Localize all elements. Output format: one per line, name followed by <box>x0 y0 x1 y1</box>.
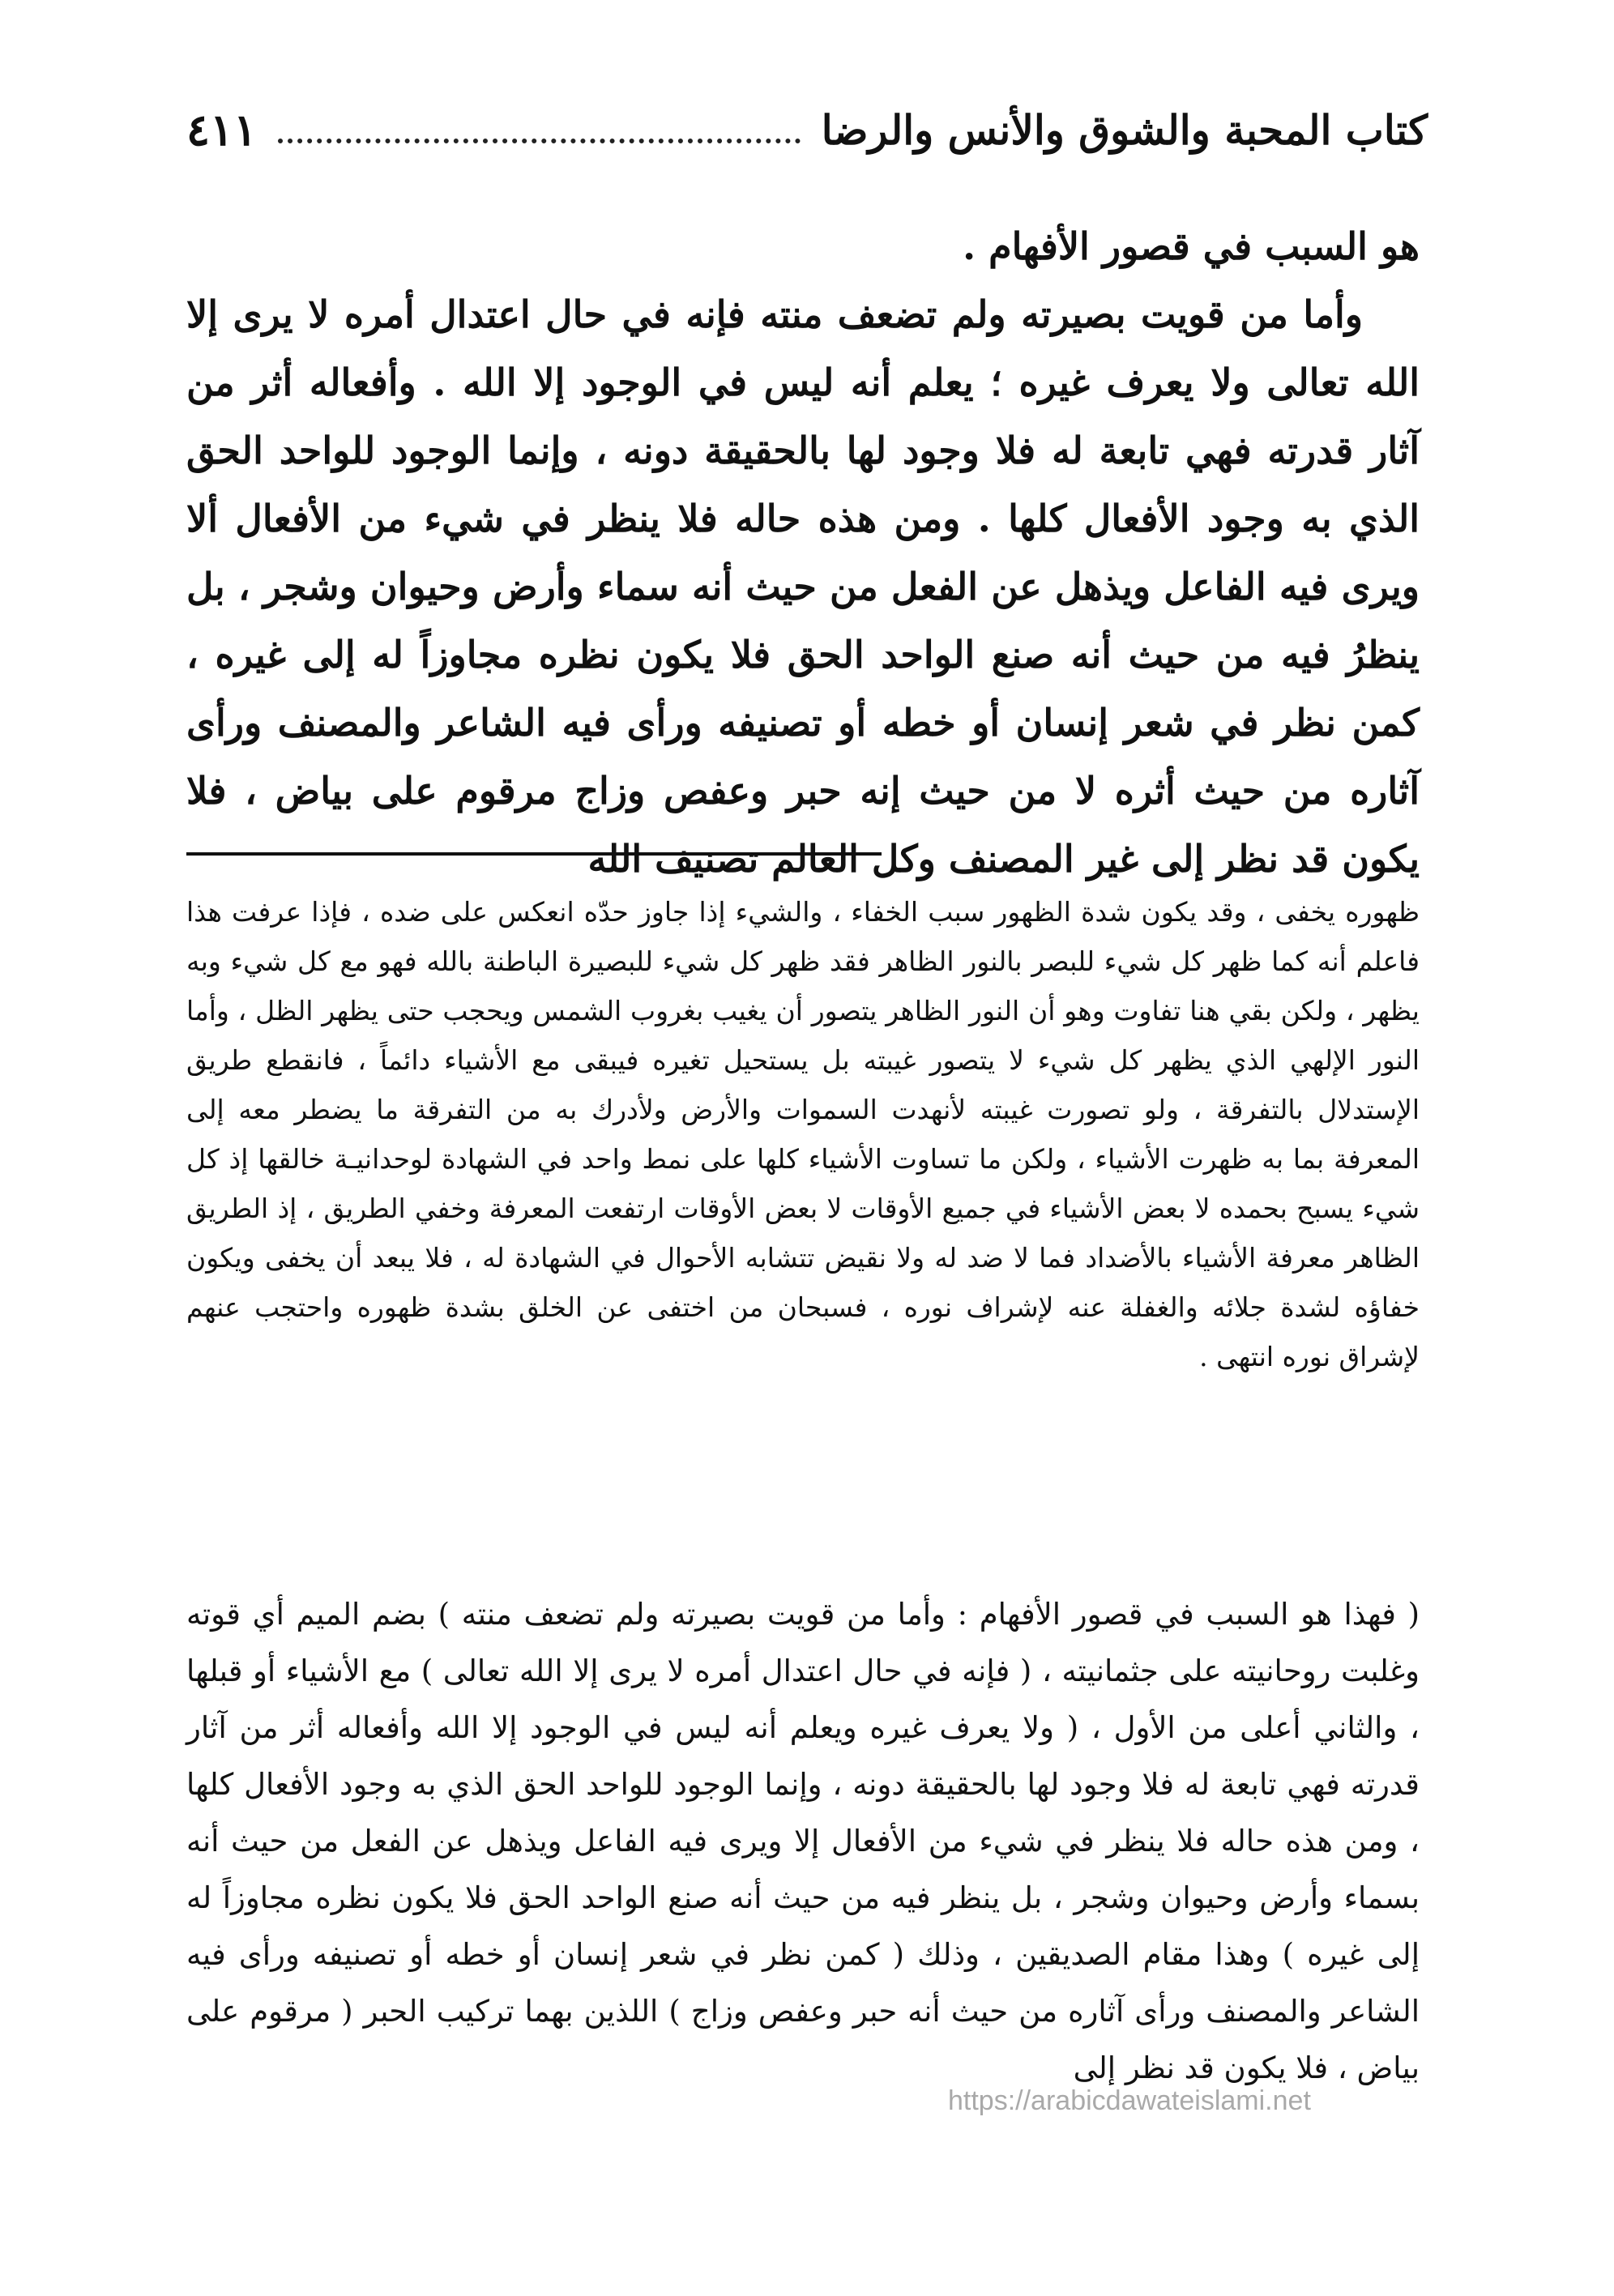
watermark-url: https://arabicdawateislami.net <box>948 2085 1311 2116</box>
main-paragraph-2: وأما من قويت بصيرته ولم تضعف منته فإنه في حال اعتدال أمره لا يرى إلا الله تعالى ولا يعرف غيره ؛ يعلم أنه ليس في الوجود إلا الله . وأفعاله أثر من آثار قدرته فهي تابعة له فلا وجود لها بالحقيقة دونه ، وإنما الوجود للواحد الحق الذي به وجود الأفعال كلها . ومن هذه حاله فلا ينظر في شيء من الأفعال ألا ويرى فيه الفاعل ويذهل عن الفعل من حيث أنه سماء وأرض وحيوان وشجر ، بل ينظرُ فيه من حيث أنه صنع الواحد الحق فلا يكون نظره مجاوزاً له إلى غيره ، كمن نظر في شعر إنسان أو خطه أو تصنيفه ورأى فيه الشاعر والمصنف ورأى آثاره من حيث أثره لا من حيث إنه حبر وعفص وزاج مرقوم على بياض ، فلا يكون قد نظر إلى غير المصنف وكل العالم تصنيف الله <box>186 292 1420 881</box>
main-text <box>186 212 1420 893</box>
footnote-separator <box>186 852 882 856</box>
page-number: ٤١١ <box>186 104 258 156</box>
commentary-text: ( فهذا هو السبب في قصور الأفهام : وأما من قويت بصيرته ولم تضعف منته ) بضم الميم أي قوته وغلبت روحانيته على جثمانيته ، ( فإنه في حال اعتدال أمره لا يرى إلا الله تعالى ) مع الأشياء أو قبلها ، والثاني أعلى من الأول ، ( ولا يعرف غيره ويعلم أنه ليس في الوجود إلا الله وأفعاله أثر من آثار قدرته فهي تابعة له فلا وجود لها بالحقيقة دونه ، وإنما الوجود للواحد الحق الذي به وجود الأفعال كلها ، ومن هذه حاله فلا ينظر في شيء من الأفعال إلا ويرى فيه الفاعل ويذهل عن الفعل من حيث أنه بسماء وأرض وحيوان وشجر ، بل ينظر فيه من حيث أنه صنع الواحد الحق فلا يكون نظره مجاوزاً له إلى غيره ) وهذا مقام الصديقين ، وذلك ( كمن نظر في شعر إنسان أو خطه أو تصنيفه ورأى فيه الشاعر والمصنف ورأى آثاره من حيث أنه حبر وعفص وزاج ) اللذين بهما تركيب الحبر ( مرقوم على بياض ، فلا يكون قد نظر إلى <box>186 1597 1420 2085</box>
header-dot-leader <box>278 139 801 143</box>
footnote-text: ظهوره يخفى ، وقد يكون شدة الظهور سبب الخفاء ، والشيء إذا جاوز حدّه انعكس على ضده ، فإذا عرفت هذا فاعلم أنه كما ظهر كل شيء للبصر بالنور الظاهر فقد ظهر كل شيء للبصيرة الباطنة بالله فهو مع كل شيء وبه يظهر ، ولكن بقي هنا تفاوت وهو أن النور الظاهر يتصور أن يغيب بغروب الشمس ويحجب حتى يظهر الظل ، وأما النور الإلهي الذي يظهر كل شيء لا يتصور غيبته بل يستحيل تغيره فيبقى مع الأشياء دائماً ، فانقطع طريق الإستدلال بالتفرقة ، ولو تصورت غيبته لأنهدت السموات والأرض ولأدرك به من التفرقة ما يضطر معه إلى المعرفة بما به ظهرت الأشياء ، ولكن ما تساوت الأشياء كلها على نمط واحد في الشهادة لوحدانيـة خالقها إذ كل شيء يسبح بحمده لا بعض الأشياء في جميع الأوقات لا بعض الأوقات ارتفعت المعرفة وخفي الطريق ، إذ الطريق الظاهر معرفة الأشياء بالأضداد فما لا ضد له ولا نقيض تتشابه الأحوال في الشهادة له ، فلا يبعد أن يخفى ويكون خفاؤه لشدة جلائه والغفلة عنه لإشراف نوره ، فسبحان من اختفى عن الخلق بشدة ظهوره واحتجب عنهم لإشراق نوره انتهى . <box>186 896 1420 1372</box>
running-header <box>186 97 1428 162</box>
commentary <box>186 1586 1420 2097</box>
header-title: كتاب المحبة والشوق والأنس والرضا <box>821 105 1428 154</box>
footnote <box>186 887 1420 1381</box>
main-paragraph-1: هو السبب في قصور الأفهام . <box>963 224 1420 268</box>
